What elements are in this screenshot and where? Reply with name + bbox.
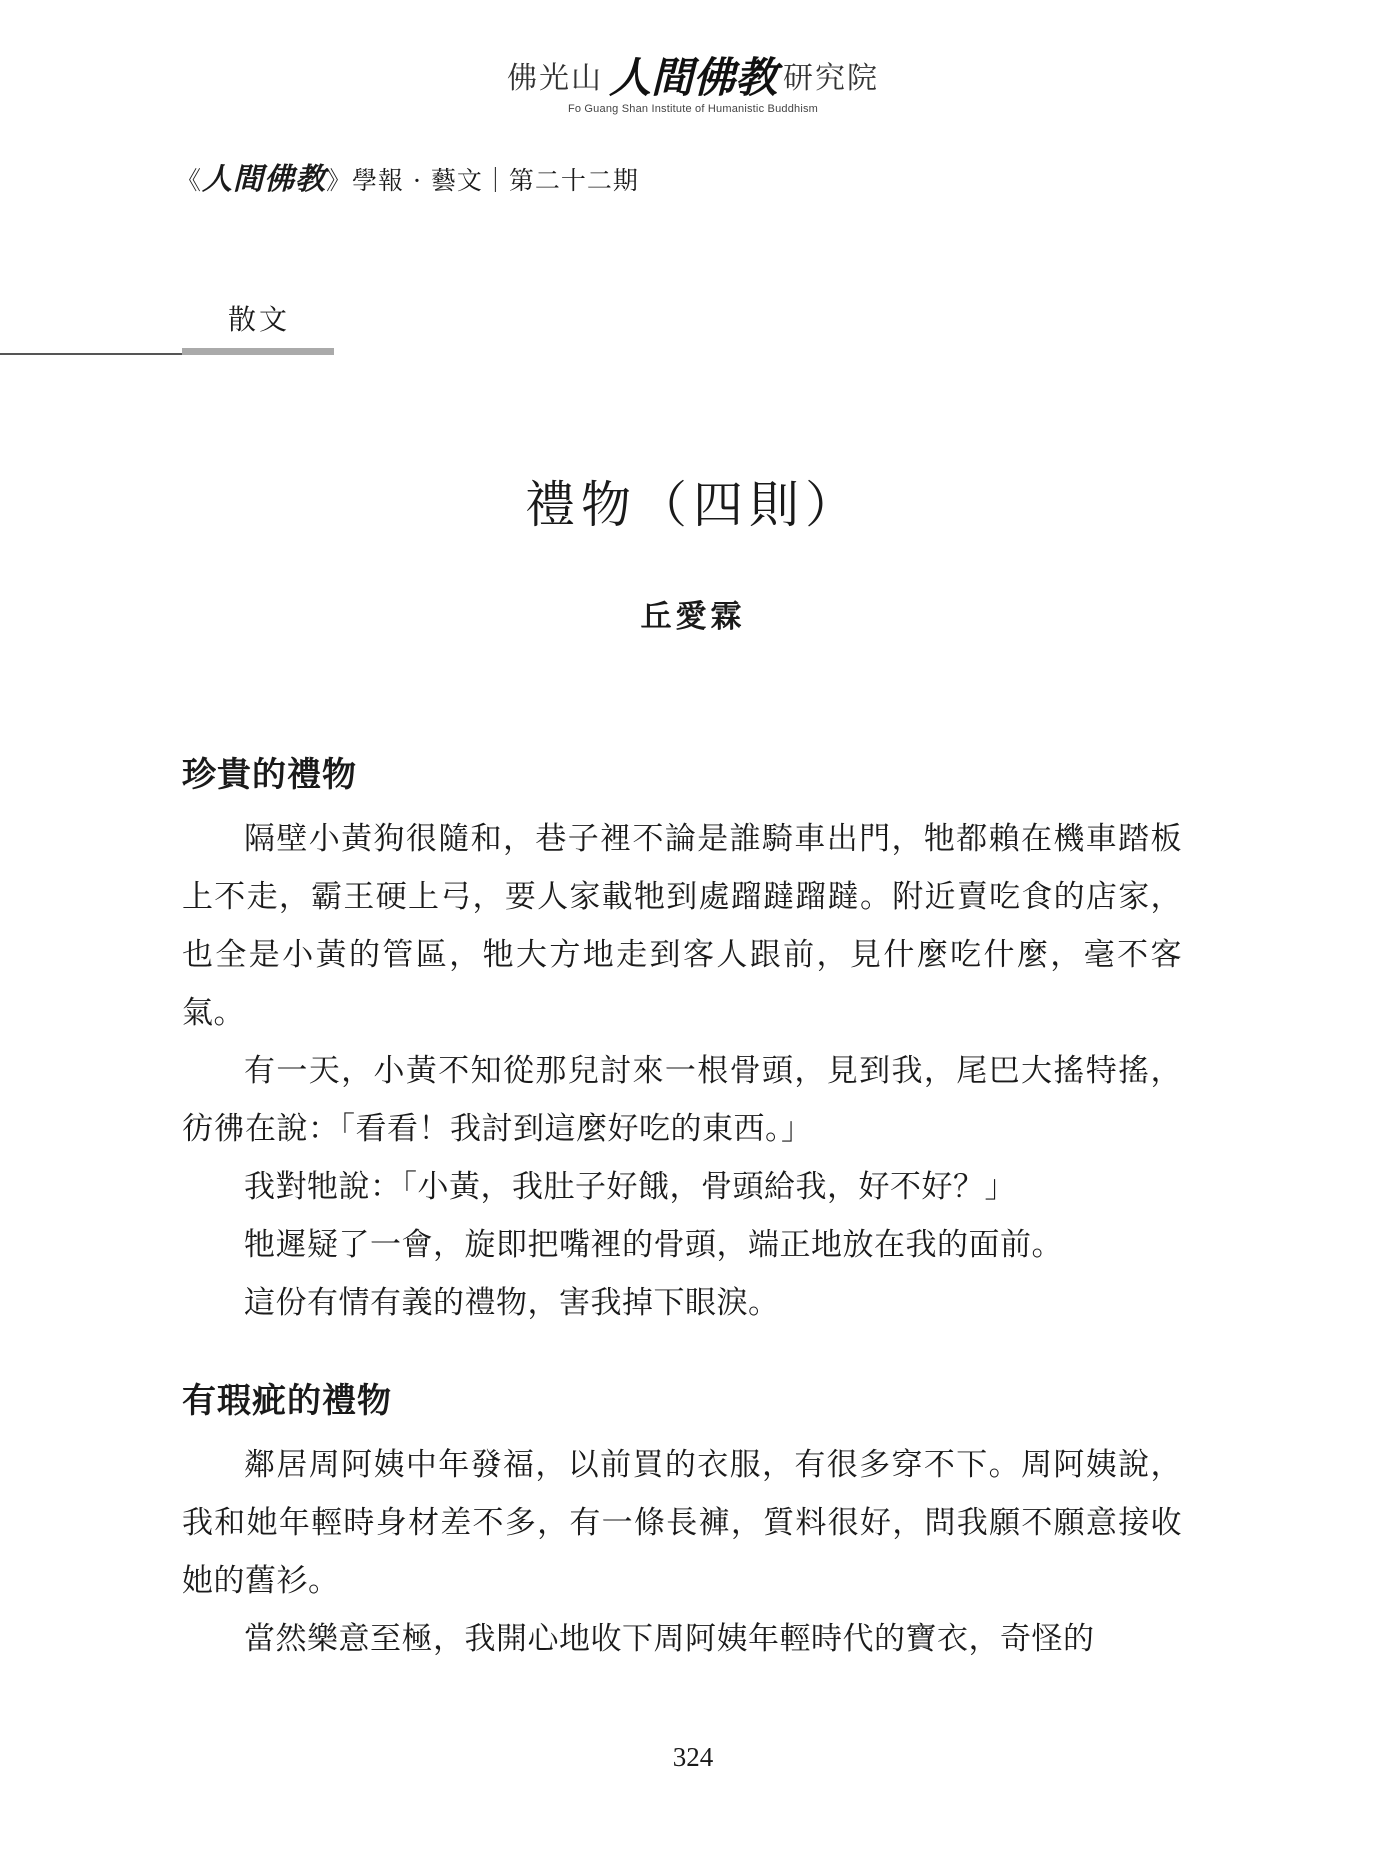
paragraph: 當然樂意至極，我開心地收下周阿姨年輕時代的寶衣，奇怪的	[244, 1621, 1095, 1657]
paragraph: 隔壁小黃狗很隨和，巷子裡不論是誰騎車出門，牠都賴在機車踏板上不走，霸王硬上弓，要人家載牠到處蹓躂蹓躂。附近賣吃食的店家，也全是小黃的管區，牠大方地走到客人跟前，見什麼吃什麼，毫不客氣。	[182, 821, 1182, 1031]
institute-suffix: 研究院	[783, 61, 879, 96]
essay-section-flawed-gift	[182, 1376, 1182, 1668]
section-heading: 珍貴的禮物	[182, 755, 357, 795]
section-divider-accent	[182, 348, 334, 355]
essay-section-precious-gift	[182, 750, 1182, 1332]
paragraph: 這份有情有義的禮物，害我掉下眼淚。	[244, 1285, 780, 1321]
institute-calligraphy-logo: 人間佛教	[608, 53, 777, 102]
journal-issue-info: 學報 · 藝文｜第二十二期	[352, 166, 639, 195]
page-number: 324	[672, 1742, 714, 1772]
journal-calligraphy-title: 人間佛教	[202, 162, 327, 197]
journal-open-bracket: 《	[176, 166, 203, 195]
institute-name	[0, 53, 1386, 102]
article-title: 禮物（四則）	[525, 476, 861, 534]
paragraph: 有一天，小黃不知從那兒討來一根骨頭，見到我，尾巴大搖特搖，彷彿在說：「看看！我討到這麼好吃的東西。」	[182, 1053, 1182, 1147]
journal-close-bracket: 》	[326, 166, 353, 195]
section-heading: 有瑕疵的禮物	[182, 1381, 392, 1421]
article-body	[182, 750, 1182, 1668]
paragraph: 我對牠說：「小黃，我肚子好餓，骨頭給我，好不好？」	[244, 1169, 1016, 1205]
section-label: 散文	[228, 303, 291, 336]
institute-name-en: Fo Guang Shan Institute of Humanistic Buddhism	[567, 103, 819, 115]
paragraph: 鄰居周阿姨中年發福，以前買的衣服，有很多穿不下。周阿姨說，我和她年輕時身材差不多，有一條長褲，質料很好，問我願不願意接收她的舊衫。	[182, 1447, 1182, 1599]
paragraph: 牠遲疑了一會，旋即把嘴裡的骨頭，端正地放在我的面前。	[244, 1227, 1063, 1263]
institute-header	[0, 53, 1386, 115]
institute-prefix: 佛光山	[506, 61, 603, 96]
journal-running-header	[176, 163, 639, 198]
article-author: 丘愛霖	[640, 599, 746, 635]
